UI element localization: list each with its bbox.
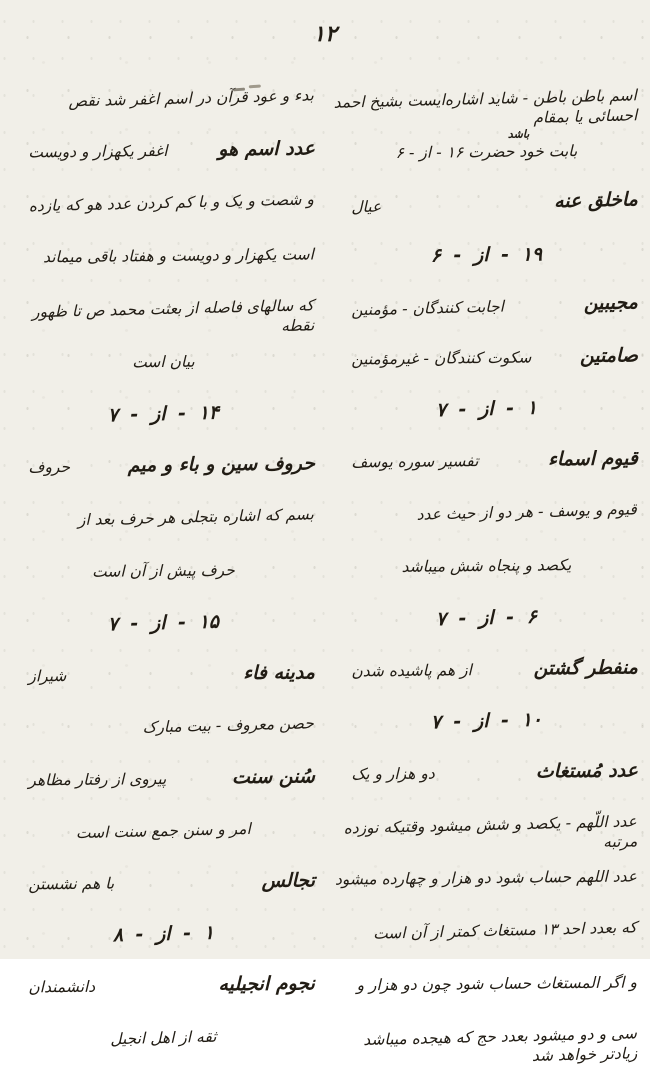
column-right — [333, 80, 640, 1072]
entry-definition: اغفر یکهزار و دویست — [28, 141, 168, 162]
text-line: بابت خود حضرت ۱۶ - از - ۶ باشد — [333, 131, 641, 184]
entry-definition: تفسیر سوره یوسف — [351, 452, 479, 472]
entry-line — [10, 655, 317, 706]
text-line: ثقه از اهل انجیل — [109, 1027, 217, 1049]
entry-term: منفطر گشتن — [533, 656, 639, 680]
ref-line: ۱ - از - ۸ — [112, 921, 215, 947]
entry-term: مدینه فاء — [243, 661, 316, 685]
entry-line — [10, 131, 317, 182]
text-line: سی و دو میشود بعدد حج که هیجده میباشد زیادتر خواهد شد — [363, 1024, 638, 1065]
entry-definition: دو هزار و یک — [351, 764, 435, 784]
entry-definition: عیال — [351, 197, 382, 217]
entry-term: عدد مُستغاث — [535, 759, 639, 783]
entry-line — [10, 446, 317, 497]
text-line: حرف پیش از آن است — [92, 561, 235, 581]
entry-term: مجیبین — [583, 291, 639, 315]
entry-line — [332, 285, 640, 340]
text-line: عدد اللّهم - یکصد و شش میشود وقتیکه نوزده مرتبه — [343, 812, 638, 852]
entry-definition: پیروی از رفتار مظاهر — [28, 769, 167, 790]
text-line: حصن معروف - بیت مبارک — [142, 714, 315, 737]
entry-definition: حروف — [28, 457, 71, 477]
text-line: که بعدد احد ۱۳ مستغاث کمتر از آن است — [372, 918, 638, 943]
entry-term: تجالس — [261, 869, 316, 892]
text-line: بسم که اشاره بتجلی هر حرف بعد از — [77, 505, 315, 530]
entry-term: حروف سین و باء و میم — [127, 452, 316, 477]
ref-line: ۱۰ - از - ۷ — [430, 708, 543, 734]
text-line: است یکهزار و دویست و هفتاد باقی میماند — [42, 245, 315, 267]
entry-line — [333, 441, 640, 492]
entry-line — [10, 863, 317, 914]
entry-definition: شیراز — [28, 667, 67, 686]
ref-line: ۱۹ - از - ۶ — [430, 243, 543, 267]
ref-line: ۶ - از - ۷ — [435, 605, 538, 631]
text-line: بدء و عود قرآن در اسم اغفر شد نقص — [68, 86, 315, 111]
entry-term: عدد اسم هو — [218, 137, 316, 161]
text-line: و اگر المستغاث حساب شود چون دو هزار و — [356, 973, 638, 995]
ref-line: ۱۵ - از - ۷ — [107, 610, 220, 636]
entry-definition: دانشمندان — [28, 977, 96, 997]
text-line: اسم باطن باطن - شاید اشاره‌ایست بشیخ احمد احسائی یا بمقام — [333, 86, 638, 127]
ref-line: ۱ - از - ۷ — [435, 396, 538, 422]
entry-definition: سکوت کنندگان - غیرمؤمنین — [351, 348, 532, 369]
entry-line — [332, 182, 640, 237]
text-line: که سالهای فاصله از بعثت محمد ص تا ظهور نقطه — [31, 296, 315, 336]
entry-term: سُنن سنت — [231, 765, 316, 789]
entry-definition: اجابت کنندگان - مؤمنین — [351, 297, 505, 320]
entry-line — [333, 650, 640, 701]
entry-line — [10, 759, 317, 810]
entry-term: نجوم انجیلیه — [218, 972, 316, 996]
text-columns — [0, 54, 650, 1072]
text-line: قیوم و یوسف - هر دو از حیث عدد — [416, 500, 638, 524]
entry-term: صامتین — [579, 344, 639, 368]
text-line: بیان است — [132, 352, 195, 372]
ref-line: ۱۴ - از - ۷ — [107, 401, 220, 427]
entry-definition: با هم نشستن — [28, 874, 115, 894]
column-left — [10, 80, 317, 1072]
text-line: و شصت و یک و با کم کردن عدد هو که یازده — [28, 190, 315, 216]
entry-term: ماخلق عنه — [553, 188, 639, 213]
text-line: یکصد و پنجاه شش میباشد — [401, 556, 572, 576]
interlinear-note: باشد — [507, 127, 530, 141]
text-line: عدد اللهم حساب شود دو هزار و چهارده میشود — [334, 867, 638, 889]
entry-line — [333, 338, 640, 389]
page-number: ۱۲ — [313, 22, 337, 47]
entry-line — [333, 753, 640, 804]
entry-definition: از هم پاشیده شدن — [351, 661, 472, 681]
text-line: امر و سنن جمع سنت است — [75, 819, 252, 843]
entry-line — [10, 966, 317, 1017]
entry-term: قیوم اسماء — [547, 447, 639, 471]
